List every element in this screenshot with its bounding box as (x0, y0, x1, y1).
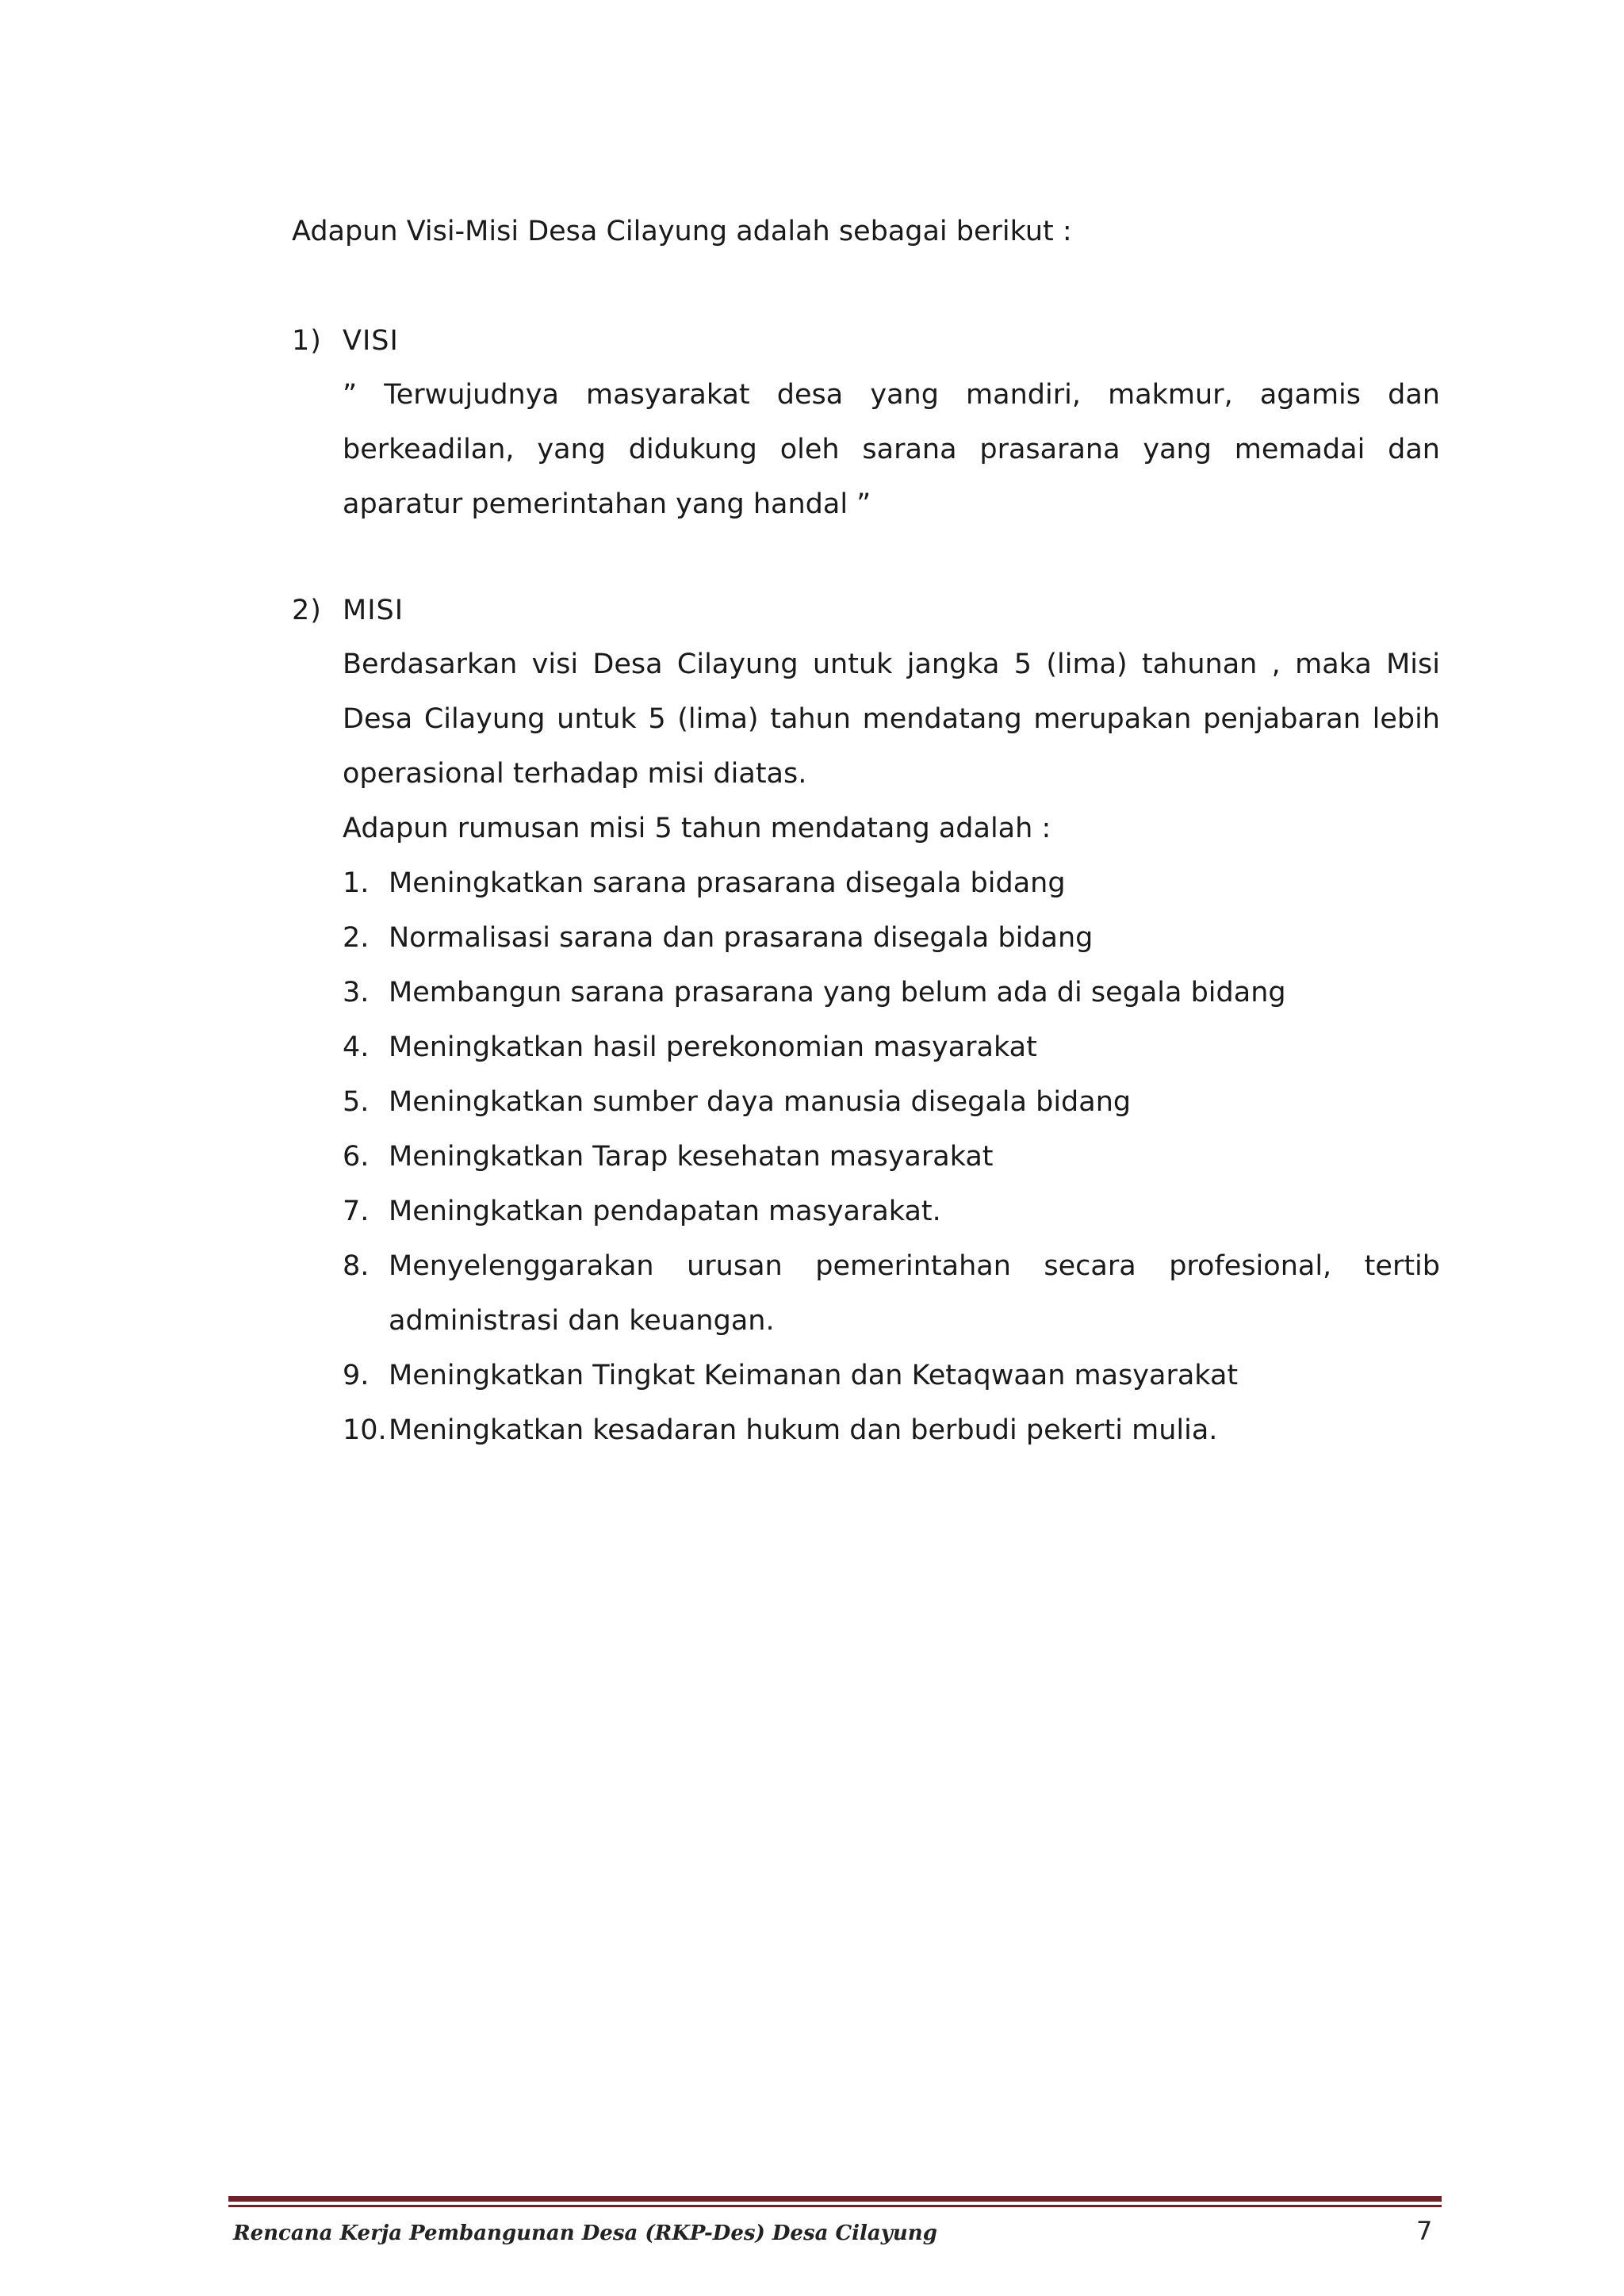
misi-heading: MISI (343, 595, 404, 626)
list-item (343, 911, 1440, 966)
list-item (343, 966, 1440, 1020)
list-item-text: Meningkatkan sarana prasarana disegala bidang (389, 867, 1066, 899)
list-item (343, 1239, 1440, 1349)
list-item-number: 7. (343, 1196, 370, 1227)
list-item-number: 3. (343, 977, 370, 1008)
list-item-number: 4. (343, 1031, 370, 1063)
page-number: 7 (1416, 2216, 1433, 2246)
misi-paragraph: Berdasarkan visi Desa Cilayung untuk jangka 5 (lima) tahunan , maka Misi Desa Cilayung untuk 5 (lima) tahun mendatang merupakan penjabaran lebih operasional terhadap misi diatas. (343, 649, 1440, 790)
list-item-text: Normalisasi sarana dan prasarana disegala bidang (389, 922, 1094, 954)
visi-number: 1) (292, 325, 322, 357)
list-item-text: Meningkatkan pendapatan masyarakat. (389, 1196, 941, 1227)
list-item (343, 1020, 1440, 1075)
misi-section (292, 593, 1440, 1458)
misi-number: 2) (292, 595, 322, 626)
list-item-number: 10. (343, 1414, 387, 1446)
list-item-text: Meningkatkan Tingkat Keimanan dan Ketaqwaan masyarakat (389, 1360, 1239, 1391)
misi-body (343, 637, 1440, 1458)
list-item (343, 856, 1440, 911)
visi-statement: ” Terwujudnya masyarakat desa yang mandiri, makmur, agamis dan berkeadilan, yang didukung oleh sarana prasarana yang memadai dan aparatur pemerintahan yang handal ” (343, 379, 1440, 520)
list-item-text: Membangun sarana prasarana yang belum ada di segala bidang (389, 977, 1286, 1008)
list-item (343, 1075, 1440, 1130)
visi-heading: VISI (343, 325, 399, 357)
list-item-number: 8. (343, 1250, 370, 1282)
list-item (343, 1184, 1440, 1239)
intro-text: Adapun Visi-Misi Desa Cilayung adalah sebagai berikut : (292, 216, 1072, 247)
list-item (343, 1349, 1440, 1403)
visi-section (292, 323, 1440, 532)
footer-rule-thick (228, 2196, 1442, 2202)
list-item-number: 5. (343, 1086, 370, 1118)
list-item-number: 6. (343, 1141, 370, 1173)
footer-title: Rencana Kerja Pembangunan Desa (RKP-Des) Desa Cilayung (233, 2221, 937, 2245)
list-item (343, 1130, 1440, 1184)
list-item-text: Meningkatkan hasil perekonomian masyarakat (389, 1031, 1037, 1063)
list-item-number: 1. (343, 867, 370, 899)
footer-rule-thin (228, 2205, 1442, 2207)
visi-body (343, 368, 1440, 532)
list-item (343, 1403, 1440, 1458)
list-item-number: 9. (343, 1360, 370, 1391)
list-item-text: Meningkatkan sumber daya manusia disegala bidang (389, 1086, 1132, 1118)
list-item-text: Meningkatkan kesadaran hukum dan berbudi pekerti mulia. (389, 1414, 1218, 1446)
list-item-text: Menyelenggarakan urusan pemerintahan secara profesional, tertib administrasi dan keuangan. (389, 1250, 1440, 1337)
misi-list (343, 856, 1440, 1458)
list-item-number: 2. (343, 922, 370, 954)
list-item-text: Meningkatkan Tarap kesehatan masyarakat (389, 1141, 994, 1173)
visi-heading-row (292, 323, 1440, 358)
misi-list-intro: Adapun rumusan misi 5 tahun mendatang adalah : (343, 813, 1051, 844)
misi-heading-row (292, 593, 1440, 628)
